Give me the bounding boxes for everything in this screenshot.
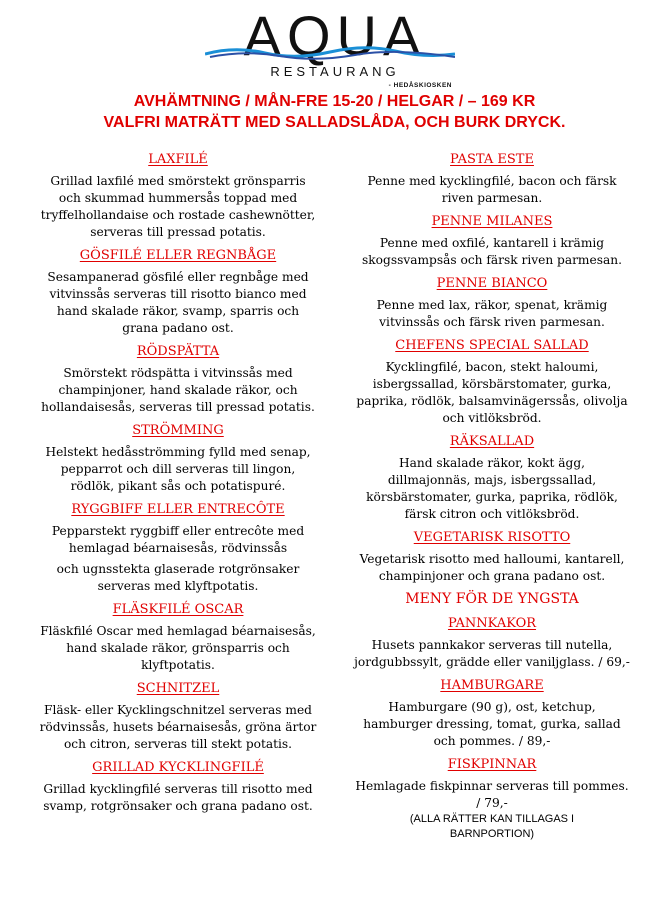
menu-item-description: Penne med lax, räkor, spenat, krämig vitvinssås och färsk riven parmesan. [376,298,608,329]
header-line-1: AVHÄMTNING / MÅN-FRE 15-20 / HELGAR / – 169 KR [133,93,536,110]
menu-item-description: Hemlagade fiskpinnar serveras till pommes. / 79,- [355,779,629,810]
kids-menu-title: MENY FÖR DE YNGSTA [405,591,579,607]
menu-item [28,756,328,815]
menu-item [342,210,642,269]
kids-menu-heading [342,588,642,612]
menu-item-description: Kycklingfilé, bacon, stekt haloumi, isbergssallad, körsbärstomater, gurka, paprika, rödlök, balsamvinägerssås, olivolja och vitlöksbröd. [356,360,628,425]
logo-subtitle: RESTAURANG [270,64,400,79]
menu-item-title: PASTA ESTE [450,152,534,167]
menu-item [28,244,328,337]
menu-item [28,677,328,753]
wave-icon [205,42,455,62]
menu-item [342,148,642,207]
menu-item-description: Helstekt hedåsströmming fylld med senap, pepparrot och dill serveras till lingon, rödlök, pikant sås och potatispuré. [45,445,311,493]
menu-item-description: Hamburgare (90 g), ost, ketchup, hamburger dressing, tomat, gurka, sallad och pommes. / 89,- [363,700,621,748]
footnote: (ALLA RÄTTER KAN TILLAGAS I BARNPORTION) [409,813,575,840]
menu-item-description: Pepparstekt ryggbiff eller entrecôte med hemlagad béarnaisesås, rödvinssås och ugnsstekta glaserade rotgrönsaker serveras med klyftpotatis. [51,524,305,593]
menu-item-description: Penne med kycklingfilé, bacon och färsk riven parmesan. [367,174,617,205]
menu-item [342,612,642,671]
menu-item [28,598,328,674]
menu-item [342,753,642,812]
menu-item-description: Grillad kycklingfilé serveras till risotto med svamp, rotgrönsaker och grana padano ost. [43,782,313,813]
menu-item-title: PENNE MILANES [431,214,553,229]
menu-item [28,419,328,495]
menu-item-description: Smörstekt rödspätta i vitvinssås med champinjoner, hand skalade räkor, och hollandaisesås, serveras till pressad potatis. [41,366,315,414]
menu-item-title: SCHNITZEL [136,681,220,696]
header-line-2: VALFRI MATRÄTT MED SALLADSLÅDA, OCH BURK DRYCK. [103,114,566,131]
menu-item-description: Vegetarisk risotto med halloumi, kantarell, champinjoner och grana padano ost. [359,552,625,583]
menu-item-description: Husets pannkakor serveras till nutella, jordgubbssylt, grädde eller vaniljglass. / 69,- [354,638,630,669]
menu-item [342,334,642,427]
logo-wordmark: AQUA [243,4,427,67]
menu-item [342,526,642,585]
menu-item-title: PENNE BIANCO [436,276,548,291]
menu-item [342,674,642,750]
menu-column-left [28,148,328,815]
restaurant-logo [200,4,470,89]
menu-item [28,148,328,241]
menu-item-title: FLÄSKFILÉ OSCAR [112,602,244,617]
menu-item-title: GÖSFILÉ ELLER REGNBÅGE [79,248,277,263]
menu-item [342,430,642,523]
menu-item [28,340,328,416]
menu-item-title: RYGGBIFF ELLER ENTRECÔTE [71,502,285,517]
menu-item-title: LAXFILÉ [148,152,208,167]
menu-item-title: STRÖMMING [132,423,224,438]
menu-item-title: RÖDSPÄTTA [136,344,220,359]
menu-item [342,272,642,331]
menu-column-right [342,148,642,842]
menu-item [28,498,328,595]
menu-item-description: Hand skalade räkor, kokt ägg, dillmajonnäs, majs, isbergssallad, körsbärstomater, gurka, paprika, rödlök, färsk citron och vitlöksbröd. [366,456,618,521]
menu-item-description: Fläsk- eller Kycklingschnitzel serveras med rödvinssås, husets béarnaisesås, gröna ärtor och citron, serveras till stekt potatis. [39,703,317,751]
menu-item-title: HAMBURGARE [440,678,544,693]
menu-item-title: CHEFENS SPECIAL SALLAD [395,338,589,353]
menu-item-title: RÄKSALLAD [449,434,535,449]
menu-item-title: GRILLAD KYCKLINGFILÉ [92,760,264,775]
menu-item-description: Fläskfilé Oscar med hemlagad béarnaisesås, hand skalade räkor, grönsparris och klyftpotatis. [40,624,316,672]
menu-item-description: Grillad laxfilé med smörstekt grönsparris och skummad hummersås toppad med tryffelhollandaise och rostade cashewnötter, serveras till pressad potatis. [40,174,316,239]
menu-item-description: Sesampanerad gösfilé eller regnbåge med vitvinssås serveras till risotto bianco med hand skalade räkor, svamp, sparris och grana padano ost. [47,270,309,335]
menu-item-description: Penne med oxfilé, kantarell i krämig skogssvampsås och färsk riven parmesan. [362,236,622,267]
menu-item-title: FISKPINNAR [447,757,537,772]
menu-item-title: PANNKAKOR [447,616,537,631]
logo-tagline: - HEDÅSKIOSKEN [388,82,452,89]
menu-item-title: VEGETARISK RISOTTO [413,530,571,545]
